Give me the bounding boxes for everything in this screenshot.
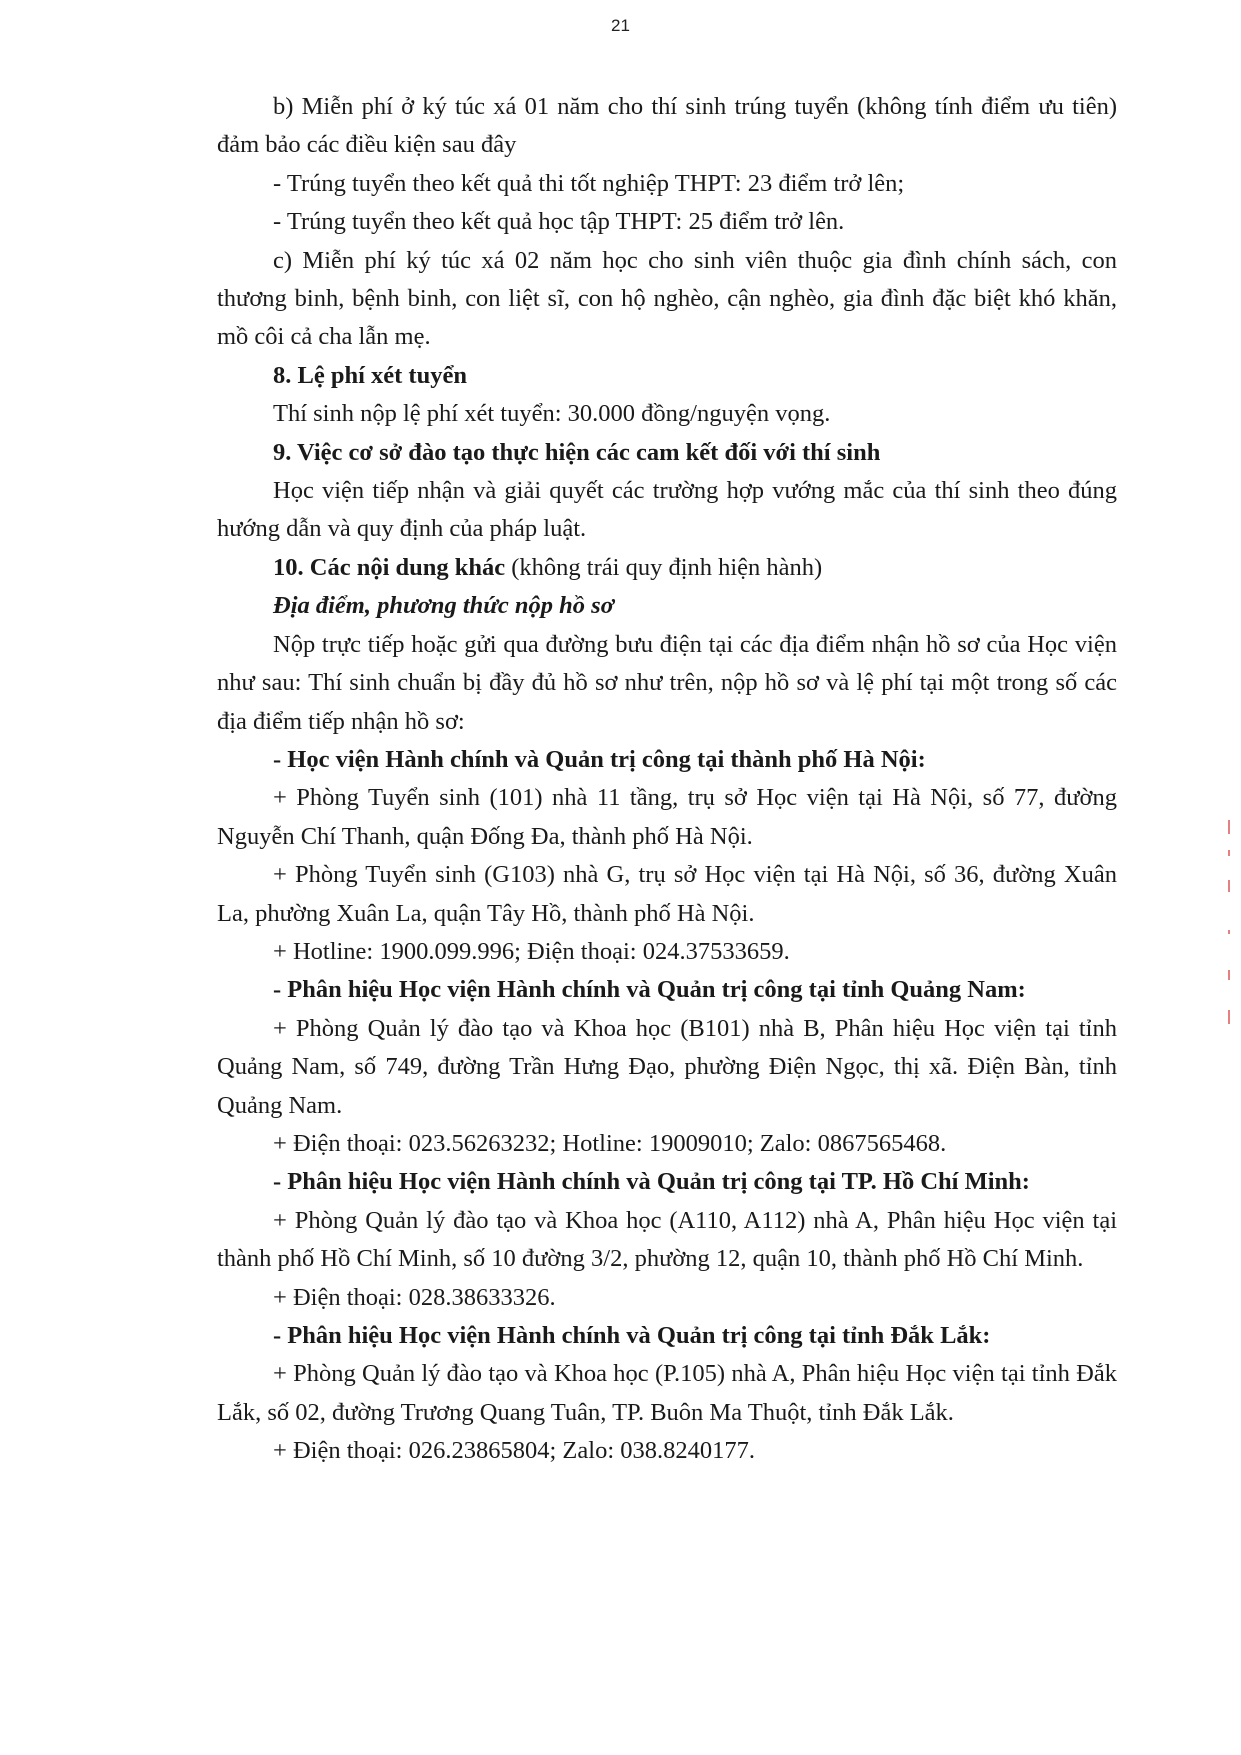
section-10-heading — [217, 549, 1117, 587]
location-quangnam-contact: + Điện thoại: 023.56263232; Hotline: 19009010; Zalo: 0867565468. — [273, 1129, 947, 1157]
dorm-condition-exam: - Trúng tuyển theo kết quả thi tốt nghiệp THPT: 23 điểm trở lên; — [273, 169, 905, 197]
location-quangnam-item: + Phòng Quản lý đào tạo và Khoa học (B101) nhà B, Phân hiệu Học viện tại tỉnh Quảng Nam, số 749, đường Trần Hưng Đạo, phường Điện Ngọc, thị xã. Điện Bàn, tỉnh Quảng Nam. — [217, 1014, 1117, 1119]
scan-edge-marks — [1228, 820, 1234, 1040]
section-10-text: Nộp trực tiếp hoặc gửi qua đường bưu điện tại các địa điểm nhận hồ sơ của Học viện như sau: Thí sinh chuẩn bị đầy đủ hồ sơ như trên, nộp hồ sơ và lệ phí tại một trong số các địa điểm tiếp nhận hồ sơ: — [217, 630, 1117, 735]
location-hanoi-contact: + Hotline: 1900.099.996; Điện thoại: 024.37533659. — [273, 937, 790, 965]
document-body — [217, 88, 1117, 1471]
location-hcm-item: + Phòng Quản lý đào tạo và Khoa học (A110, A112) nhà A, Phân hiệu Học viện tại thành phố Hồ Chí Minh, số 10 đường 3/2, phường 12, quận 10, thành phố Hồ Chí Minh. — [217, 1206, 1117, 1273]
dorm-exemption-c: c) Miễn phí ký túc xá 02 năm học cho sinh viên thuộc gia đình chính sách, con thương binh, bệnh binh, con liệt sĩ, con hộ nghèo, cận nghèo, gia đình đặc biệt khó khăn, mồ côi cả cha lẫn mẹ. — [217, 246, 1117, 351]
location-daklak-title: - Phân hiệu Học viện Hành chính và Quản trị công tại tỉnh Đắk Lắk: — [273, 1322, 991, 1349]
dorm-exemption-b: b) Miễn phí ở ký túc xá 01 năm cho thí sinh trúng tuyển (không tính điểm ưu tiên) đảm bảo các điều kiện sau đây — [217, 93, 1117, 159]
location-hcm-contact: + Điện thoại: 028.38633326. — [273, 1283, 556, 1311]
location-daklak-contact: + Điện thoại: 026.23865804; Zalo: 038.8240177. — [273, 1437, 755, 1465]
location-hanoi-title: - Học viện Hành chính và Quản trị công tại thành phố Hà Nội: — [273, 745, 926, 773]
section-10-heading-bold: 10. Các nội dung khác — [273, 553, 506, 581]
page-number: 21 — [611, 16, 630, 35]
dorm-condition-transcript: - Trúng tuyển theo kết quả học tập THPT: 25 điểm trở lên. — [273, 208, 845, 236]
section-8-heading: 8. Lệ phí xét tuyển — [273, 361, 467, 389]
section-10-heading-rest: (không trái quy định hiện hành) — [505, 553, 823, 581]
location-daklak-item: + Phòng Quản lý đào tạo và Khoa học (P.105) nhà A, Phân hiệu Học viện tại tỉnh Đắk Lắk, số 02, đường Trương Quang Tuân, TP. Buôn Ma Thuột, tỉnh Đắk Lắk. — [217, 1360, 1117, 1426]
location-quangnam-title: - Phân hiệu Học viện Hành chính và Quản trị công tại tỉnh Quảng Nam: — [273, 976, 1026, 1004]
section-8-text: Thí sinh nộp lệ phí xét tuyển: 30.000 đồng/nguyện vọng. — [273, 400, 831, 428]
location-hcm-title: - Phân hiệu Học viện Hành chính và Quản trị công tại TP. Hồ Chí Minh: — [273, 1168, 1030, 1196]
location-hanoi-item: + Phòng Tuyển sinh (101) nhà 11 tầng, trụ sở Học viện tại Hà Nội, số 77, đường Nguyễn Chí Thanh, quận Đống Đa, thành phố Hà Nội. — [217, 784, 1117, 850]
section-9-heading: 9. Việc cơ sở đào tạo thực hiện các cam kết đối với thí sinh — [273, 438, 881, 466]
location-hanoi-item: + Phòng Tuyển sinh (G103) nhà G, trụ sở Học viện tại Hà Nội, số 36, đường Xuân La, phường Xuân La, quận Tây Hồ, thành phố Hà Nội. — [217, 861, 1117, 927]
section-10-subheading: Địa điểm, phương thức nộp hồ sơ — [273, 592, 614, 620]
section-9-text: Học viện tiếp nhận và giải quyết các trường hợp vướng mắc của thí sinh theo đúng hướng dẫn và quy định của pháp luật. — [217, 477, 1117, 543]
